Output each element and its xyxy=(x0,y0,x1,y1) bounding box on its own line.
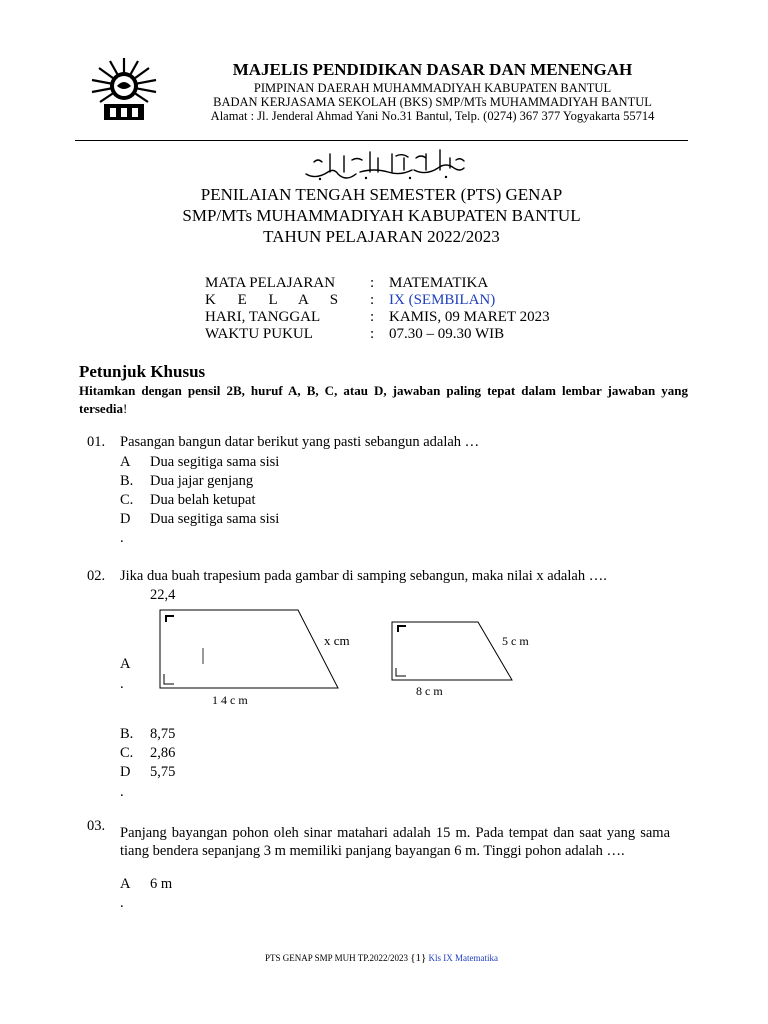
header-address: Alamat : Jl. Jenderal Ahmad Yani No.31 Bantul, Telp. (0274) 367 377 Yogyakarta 55714 xyxy=(210,109,655,123)
info-row-subject xyxy=(205,275,625,293)
header-line-2: BADAN KERJASAMA SEKOLAH (BKS) SMP/MTs MUHAMMADIYAH BANTUL xyxy=(213,95,652,109)
muhammadiyah-logo-icon xyxy=(88,56,160,122)
info-colon: : xyxy=(370,309,375,325)
option-letter: D xyxy=(120,511,131,527)
option-trailing-dot: . xyxy=(120,895,124,911)
info-value: IX (SEMBILAN) xyxy=(389,292,496,308)
option-letter: A xyxy=(120,454,131,470)
exam-title-line-3: TAHUN PELAJARAN 2022/2023 xyxy=(263,227,500,246)
info-label: K E L A S xyxy=(205,292,348,308)
question-text: Pasangan bangun datar berikut yang pasti sebangun adalah … xyxy=(120,434,480,450)
option-letter: C. xyxy=(120,745,134,761)
info-label: HARI, TANGGAL xyxy=(205,309,321,325)
info-colon: : xyxy=(370,292,375,308)
option-text: Dua segitiga sama sisi xyxy=(150,511,280,527)
info-value: MATEMATIKA xyxy=(389,275,489,291)
option-text: 5,75 xyxy=(150,764,176,780)
instructions-title: Petunjuk Khusus xyxy=(79,362,206,381)
option-text: Dua belah ketupat xyxy=(150,492,256,508)
left-right-angle-bottom xyxy=(164,674,174,684)
info-label: WAKTU PUKUL xyxy=(205,326,313,342)
left-bottom-label: 1 4 c m xyxy=(212,693,248,707)
option-letter: A xyxy=(120,656,131,672)
info-row-time xyxy=(205,326,625,344)
exam-title-line-1: PENILAIAN TENGAH SEMESTER (PTS) GENAP xyxy=(200,185,563,204)
bismillah-calligraphy-icon xyxy=(300,148,470,182)
info-row-date xyxy=(205,309,625,327)
right-trapezoid xyxy=(392,622,512,680)
option-letter: B. xyxy=(120,473,134,489)
info-colon: : xyxy=(370,326,375,342)
option-text: 22,4 xyxy=(150,587,176,603)
option-letter: D xyxy=(120,764,131,780)
info-value: KAMIS, 09 MARET 2023 xyxy=(389,309,550,325)
info-label: MATA PELAJARAN xyxy=(205,275,336,291)
right-top-label: 5 c m xyxy=(502,634,529,648)
trapezoid-figure xyxy=(150,600,550,712)
question-number: 03. xyxy=(87,818,106,834)
info-value: 07.30 – 09.30 WIB xyxy=(389,326,505,342)
question-text: Panjang bayangan pohon oleh sinar matahari adalah 15 m. Pada tempat dan saat yang sama tiang bendera sepanjang 3 m memiliki panjang bayangan 6 m. Tinggi pohon adalah …. xyxy=(120,825,670,859)
footer-page-number: {1} xyxy=(410,952,427,964)
page-footer xyxy=(75,952,688,964)
left-trapezoid xyxy=(160,610,338,688)
left-right-angle-top xyxy=(166,616,174,622)
right-right-angle-top xyxy=(398,626,406,632)
option-text: 6 m xyxy=(150,876,173,892)
instructions-text xyxy=(79,382,688,418)
header-line-1: PIMPINAN DAERAH MUHAMMADIYAH KABUPATEN BANTUL xyxy=(253,81,612,95)
instructions-text-end: ! xyxy=(123,401,128,416)
exam-title-line-2: SMP/MTs MUHAMMADIYAH KABUPATEN BANTUL xyxy=(182,206,581,225)
question-number: 01. xyxy=(87,434,106,450)
right-right-angle-bottom xyxy=(396,668,406,676)
info-row-class xyxy=(205,292,625,310)
info-colon: : xyxy=(370,275,375,291)
right-bottom-label: 8 c m xyxy=(416,684,443,698)
left-top-label: x cm xyxy=(324,633,350,648)
option-text: Dua jajar genjang xyxy=(150,473,254,489)
option-trailing-dot: . xyxy=(120,530,124,546)
header-divider xyxy=(75,140,688,141)
header-title: MAJELIS PENDIDIKAN DASAR DAN MENENGAH xyxy=(232,60,633,79)
option-text: Dua segitiga sama sisi xyxy=(150,454,280,470)
option-text: 2,86 xyxy=(150,745,176,761)
footer-text: PTS GENAP SMP MUH TP.2022/2023 xyxy=(265,953,411,963)
option-trailing-dot: . xyxy=(120,676,124,692)
instructions-text-main: Hitamkan dengan pensil 2B, huruf A, B, C, atau D, jawaban paling tepat dalam lembar jawaban yang tersedia xyxy=(79,383,688,416)
option-text: 8,75 xyxy=(150,726,176,742)
option-trailing-dot: . xyxy=(120,784,124,800)
footer-subject: Kls IX Matematika xyxy=(426,953,498,963)
option-letter: B. xyxy=(120,726,134,742)
option-letter: C. xyxy=(120,492,134,508)
question-text: Jika dua buah trapesium pada gambar di samping sebangun, maka nilai x adalah …. xyxy=(120,568,607,584)
question-number: 02. xyxy=(87,568,106,584)
option-letter: A xyxy=(120,876,131,892)
